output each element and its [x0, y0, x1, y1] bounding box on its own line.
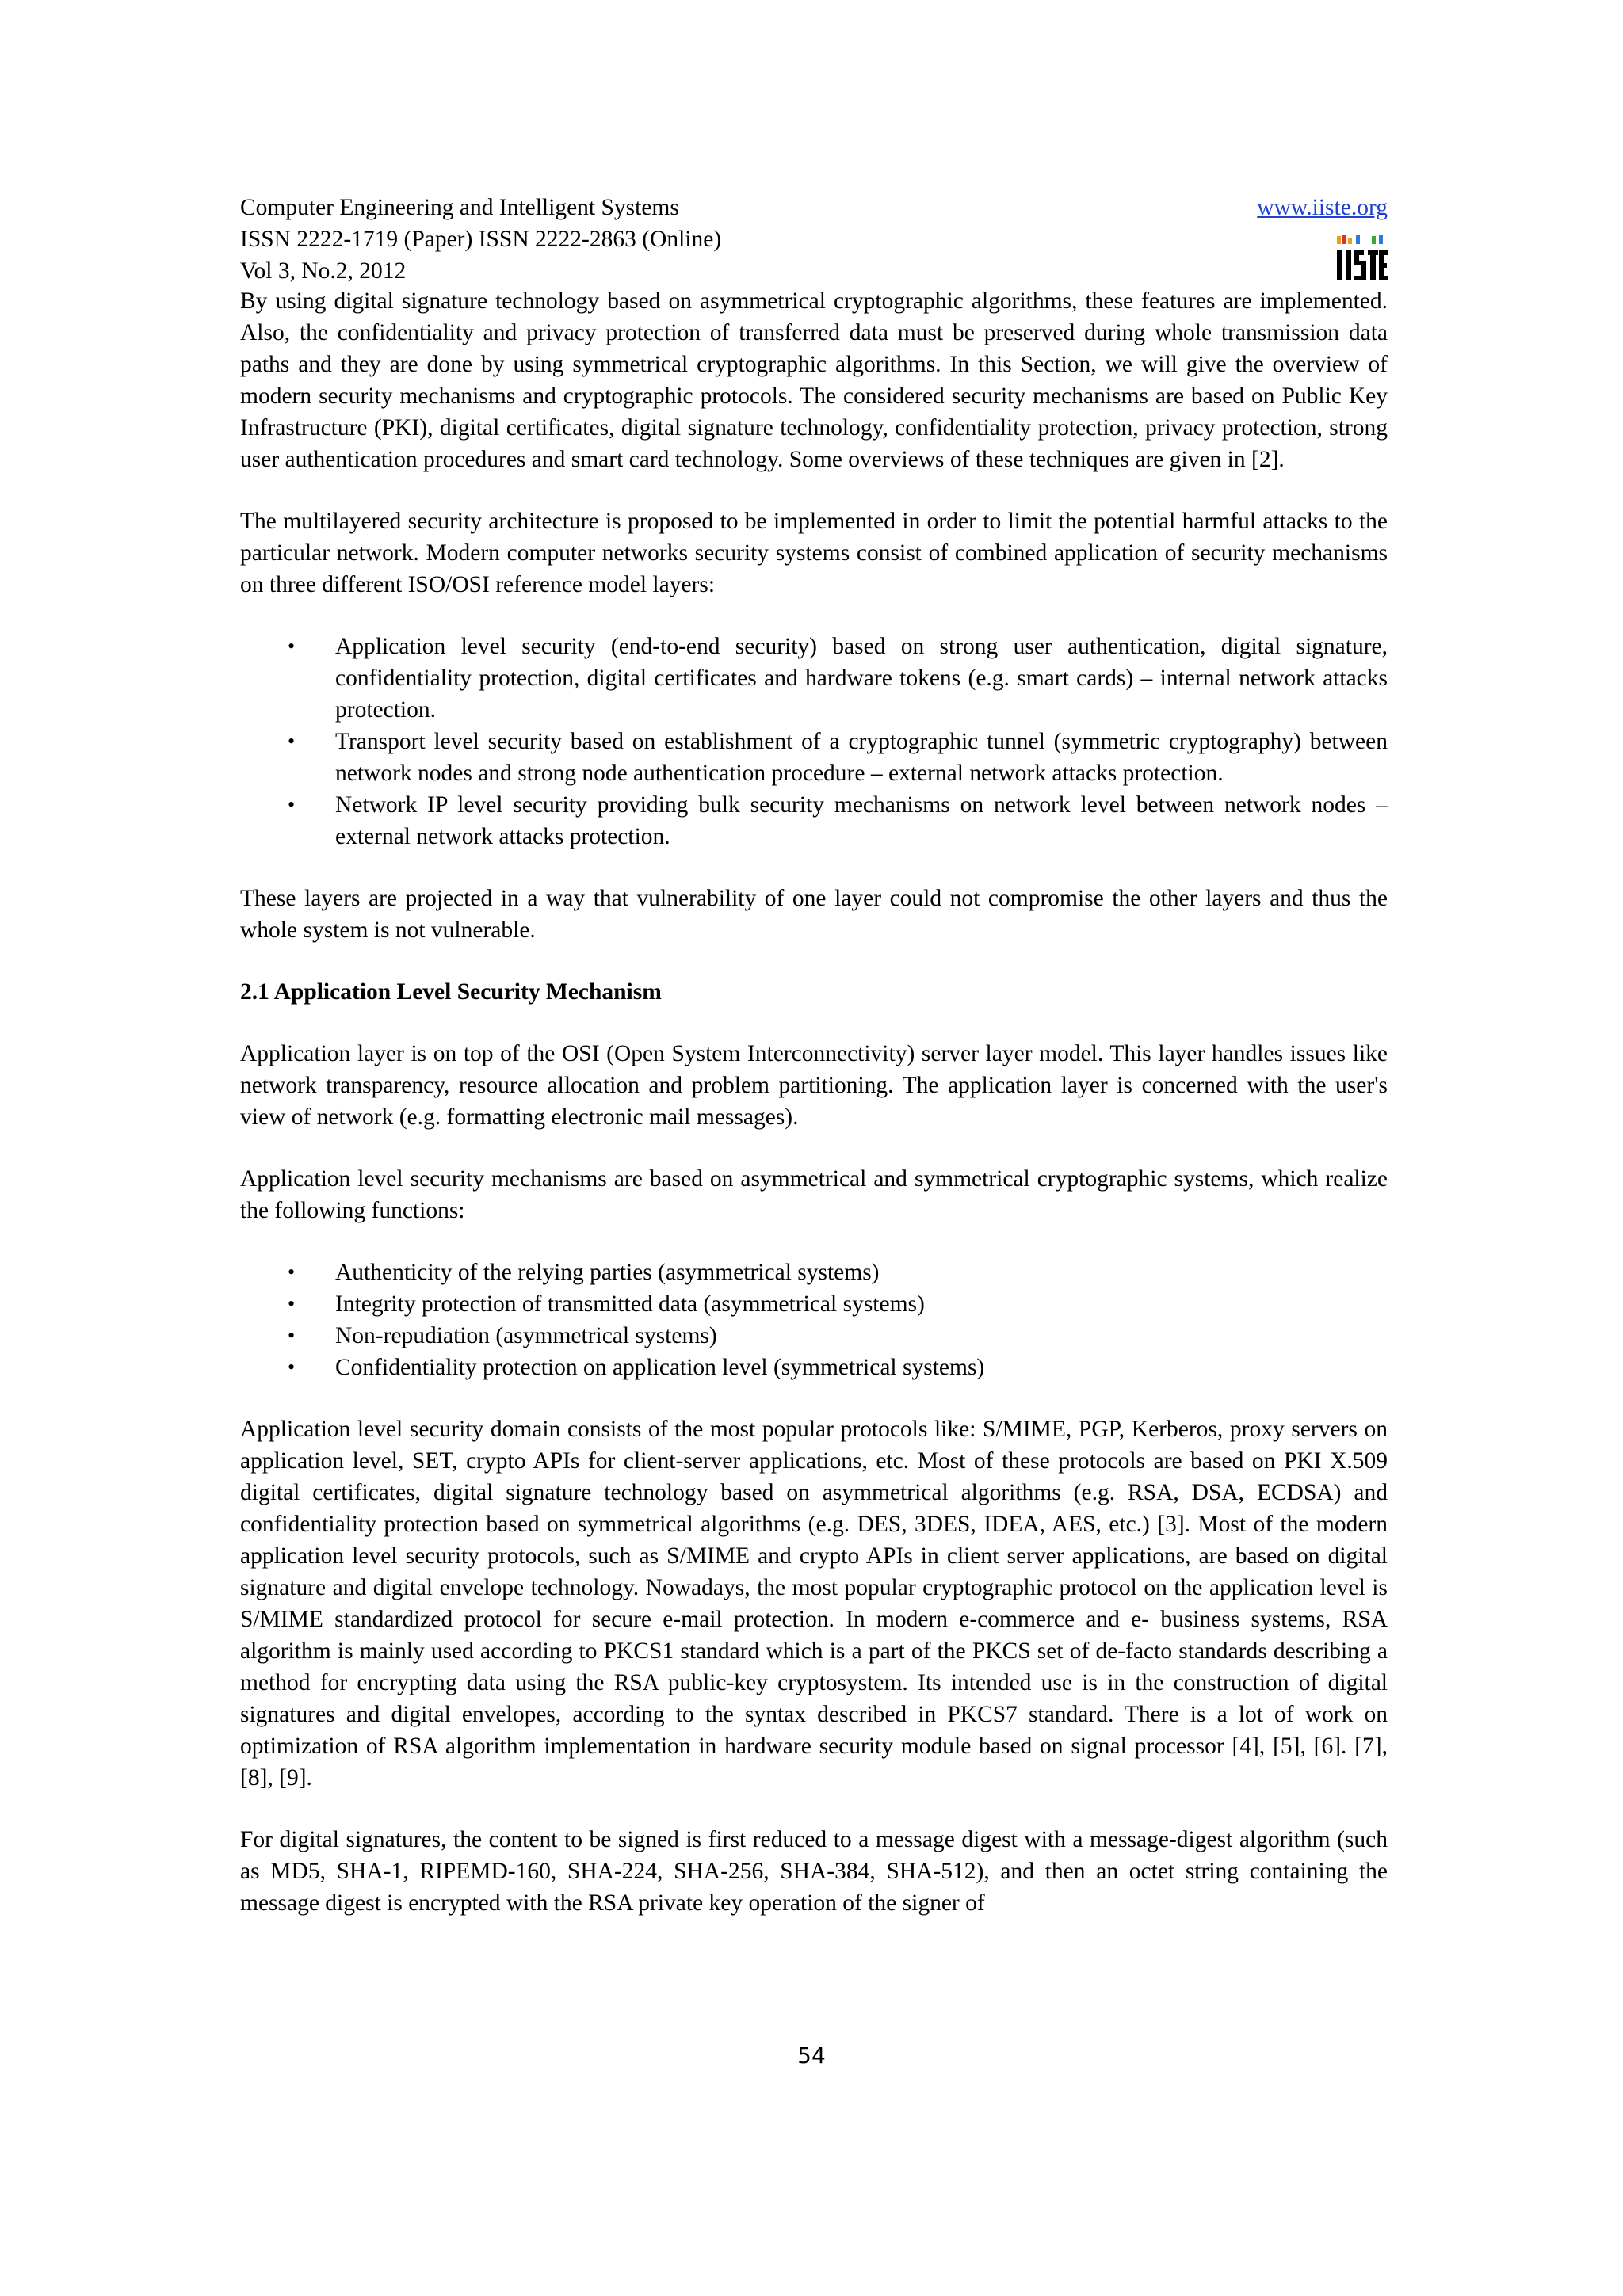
journal-title: Computer Engineering and Intelligent Systems [240, 195, 679, 220]
functions-list [240, 1257, 1388, 1383]
logo-letter [1370, 250, 1376, 280]
list-item-text: Integrity protection of transmitted data (asymmetrical systems) [335, 1291, 925, 1317]
logo-tile [1379, 235, 1383, 244]
list-item-text: Confidentiality protection on application level (symmetrical systems) [335, 1355, 985, 1380]
list-item [288, 726, 1388, 789]
page-content [240, 192, 1388, 1949]
logo-tile [1337, 236, 1341, 244]
page-number: 54 [797, 2042, 826, 2069]
journal-issn: ISSN 2222-1719 (Paper) ISSN 2222-2863 (Online) [240, 227, 722, 252]
security-layers-list [240, 631, 1388, 852]
paragraph-2: The multilayered security architecture is proposed to be implemented in order to limit the potential harmful attacks to the particular network. Modern computer networks security systems consist of combined application of security mechanisms on three different ISO/OSI reference model layers: [240, 509, 1388, 597]
list-item [288, 1320, 1388, 1352]
list-item-text: Transport level security based on establishment of a cryptographic tunnel (symmetric cryptography) between network nodes and strong node authentication procedure – external network attacks protection. [335, 729, 1388, 786]
logo-tile [1348, 238, 1352, 244]
bullet-icon: • [288, 635, 296, 658]
bullet-icon: • [288, 1356, 296, 1379]
paragraph-6: Application level security domain consists of the most popular protocols like: S/MIME, PGP, Kerberos, proxy servers on application level, SET, crypto APIs for client-server applications, etc. Most of these protocols are based on PKI X.509 digital certificates, digital signature technology based on asymmetrical algorithms (e.g. RSA, DSA, ECDSA) and confidentiality protection based on symmetrical algorithms (e.g. DES, 3DES, IDEA, AES, etc.) [3]. Most of the modern application level security protocols, such as S/MIME and crypto APIs in client server applications, are based on digital signature and digital envelope technology. Nowadays, the most popular cryptographic protocol on the application level is S/MIME standardized protocol for secure e-mail protection. In modern e-commerce and e- business systems, RSA algorithm is mainly used according to PKCS1 standard which is a part of the PKCS set of de-facto standards describing a method for encrypting data using the RSA public-key cryptosystem. Its intended use is in the construction of digital signatures and digital envelopes, according to the syntax described in PKCS7 standard. There is a lot of work on optimization of RSA algorithm implementation in hardware security module based on signal processor [4], [5], [6]. [7], [8], [9]. [240, 1417, 1388, 1791]
paragraph-5: Application level security mechanisms are based on asymmetrical and symmetrical cryptographic systems, which realize the following functions: [240, 1166, 1388, 1223]
list-item [288, 1288, 1388, 1320]
list-item [288, 1257, 1388, 1288]
list-item [288, 631, 1388, 726]
section-heading: 2.1 Application Level Security Mechanism [240, 979, 662, 1005]
bullet-icon: • [288, 730, 296, 753]
iiste-logo [1335, 233, 1388, 284]
journal-website-link[interactable]: www.iiste.org [1257, 195, 1388, 220]
logo-letter [1354, 250, 1366, 280]
bullet-icon: • [288, 1261, 296, 1283]
logo-letter [1379, 250, 1388, 280]
list-item-text: Network IP level security providing bulk security mechanisms on network level between network nodes – external network attacks protection. [335, 792, 1388, 849]
paragraph-3: These layers are projected in a way that vulnerability of one layer could not compromise the other layers and thus the whole system is not vulnerable. [240, 886, 1388, 943]
bullet-icon: • [288, 793, 296, 816]
logo-letter [1346, 250, 1351, 280]
journal-header [240, 192, 1388, 292]
logo-tile [1342, 235, 1346, 244]
list-item-text: Application level security (end-to-end security) based on strong user authentication, digital signature, confidentiality protection, digital certificates and hardware tokens (e.g. smart cards) – internal network attacks protection. [335, 634, 1388, 723]
logo-tile [1372, 236, 1376, 244]
paragraph-1: By using digital signature technology based on asymmetrical cryptographic algorithms, these features are implemented. Also, the confidentiality and privacy protection of transferred data must be preserved during whole transmission data paths and they are done by using symmetrical cryptographic algorithms. In this Section, we will give the overview of modern security mechanisms and cryptographic protocols. The considered security mechanisms are based on Public Key Infrastructure (PKI), digital certificates, digital signature technology, confidentiality protection, privacy protection, strong user authentication procedures and smart card technology. Some overviews of these techniques are given in [2]. [240, 288, 1388, 472]
list-item [288, 1352, 1388, 1383]
list-item-text: Authenticity of the relying parties (asymmetrical systems) [335, 1260, 880, 1285]
logo-letter [1337, 250, 1342, 280]
list-item-text: Non-repudiation (asymmetrical systems) [335, 1323, 717, 1348]
paragraph-4: Application layer is on top of the OSI (Open System Interconnectivity) server layer model. This layer handles issues like network transparency, resource allocation and problem partitioning. The application layer is concerned with the user's view of network (e.g. formatting electronic mail messages). [240, 1041, 1388, 1130]
bullet-icon: • [288, 1324, 296, 1347]
journal-volume: Vol 3, No.2, 2012 [240, 258, 407, 284]
list-item [288, 789, 1388, 852]
paragraph-7: For digital signatures, the content to be signed is first reduced to a message digest with a message-digest algorithm (such as MD5, SHA-1, RIPEMD-160, SHA-224, SHA-256, SHA-384, SHA-512), and then an octet string containing the message digest is encrypted with the RSA private key operation of the signer of [240, 1827, 1388, 1916]
logo-tile [1356, 235, 1360, 244]
bullet-icon: • [288, 1292, 296, 1315]
